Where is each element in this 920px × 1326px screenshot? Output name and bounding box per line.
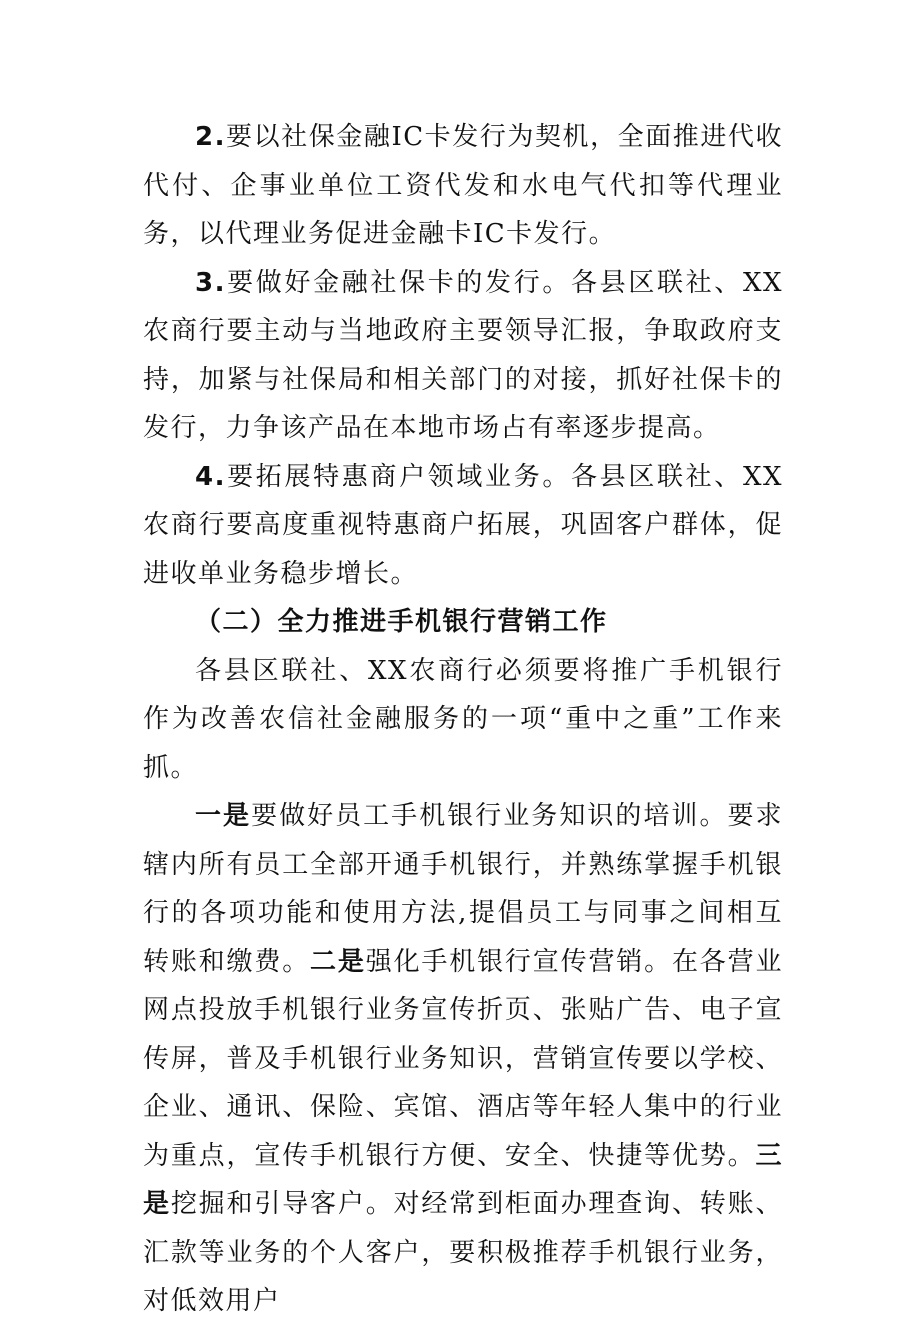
detail-text-2: 强化手机银行宣传营销。在各营业网点投放手机银行业务宣传折页、张贴广告、电子宣传屏，普及手机银行业务知识，营销宣传要以学校、企业、通讯、保险、宾馆、酒店等年轻人集中的行业为重点，宣传手机银行方便、安全、快捷等优势。 xyxy=(143,946,783,1171)
lead-1: 一是 xyxy=(195,801,252,831)
list-item-4 xyxy=(143,453,783,599)
detail-text-3: 挖掘和引导客户。对经常到柜面办理查询、转账、汇款等业务的个人客户，要积极推荐手机银行业务，对低效用户 xyxy=(143,1189,783,1316)
list-item-3 xyxy=(143,259,783,453)
lead-3: 三是 xyxy=(143,1140,783,1219)
detail-text-1: 要做好员工手机银行业务知识的培训。要求辖内所有员工全部开通手机银行，并熟练掌握手机银行的各项功能和使用方法,提倡员工与同事之间相互转账和缴费。 xyxy=(143,801,783,977)
lead-2: 二是 xyxy=(310,946,366,977)
item-text: 要做好金融社保卡的发行。各县区联社、XX农商行要主动与当地政府主要领导汇报，争取政府支持，加紧与社保局和相关部门的对接，抓好社保卡的发行，力争该产品在本地市场占有率逐步提高。 xyxy=(143,267,783,443)
item-number: 2. xyxy=(195,122,226,152)
item-number: 3. xyxy=(195,267,226,298)
section-heading: （二）全力推进手机银行营销工作 xyxy=(195,607,608,637)
list-item-2 xyxy=(143,113,783,259)
detail-paragraph xyxy=(143,792,783,1326)
item-text: 要以社保金融IC卡发行为契机，全面推进代收代付、企事业单位工资代发和水电气代扣等代理业务，以代理业务促进金融卡IC卡发行。 xyxy=(143,122,783,249)
item-number: 4. xyxy=(195,461,226,492)
document-page xyxy=(143,113,783,1326)
intro-paragraph: 各县区联社、XX农商行必须要将推广手机银行作为改善农信社金融服务的一项“重中之重”工作来抓。 xyxy=(143,655,783,783)
item-text: 要拓展特惠商户领域业务。各县区联社、XX农商行要高度重视特惠商户拓展，巩固客户群体，促进收单业务稳步增长。 xyxy=(143,461,783,589)
